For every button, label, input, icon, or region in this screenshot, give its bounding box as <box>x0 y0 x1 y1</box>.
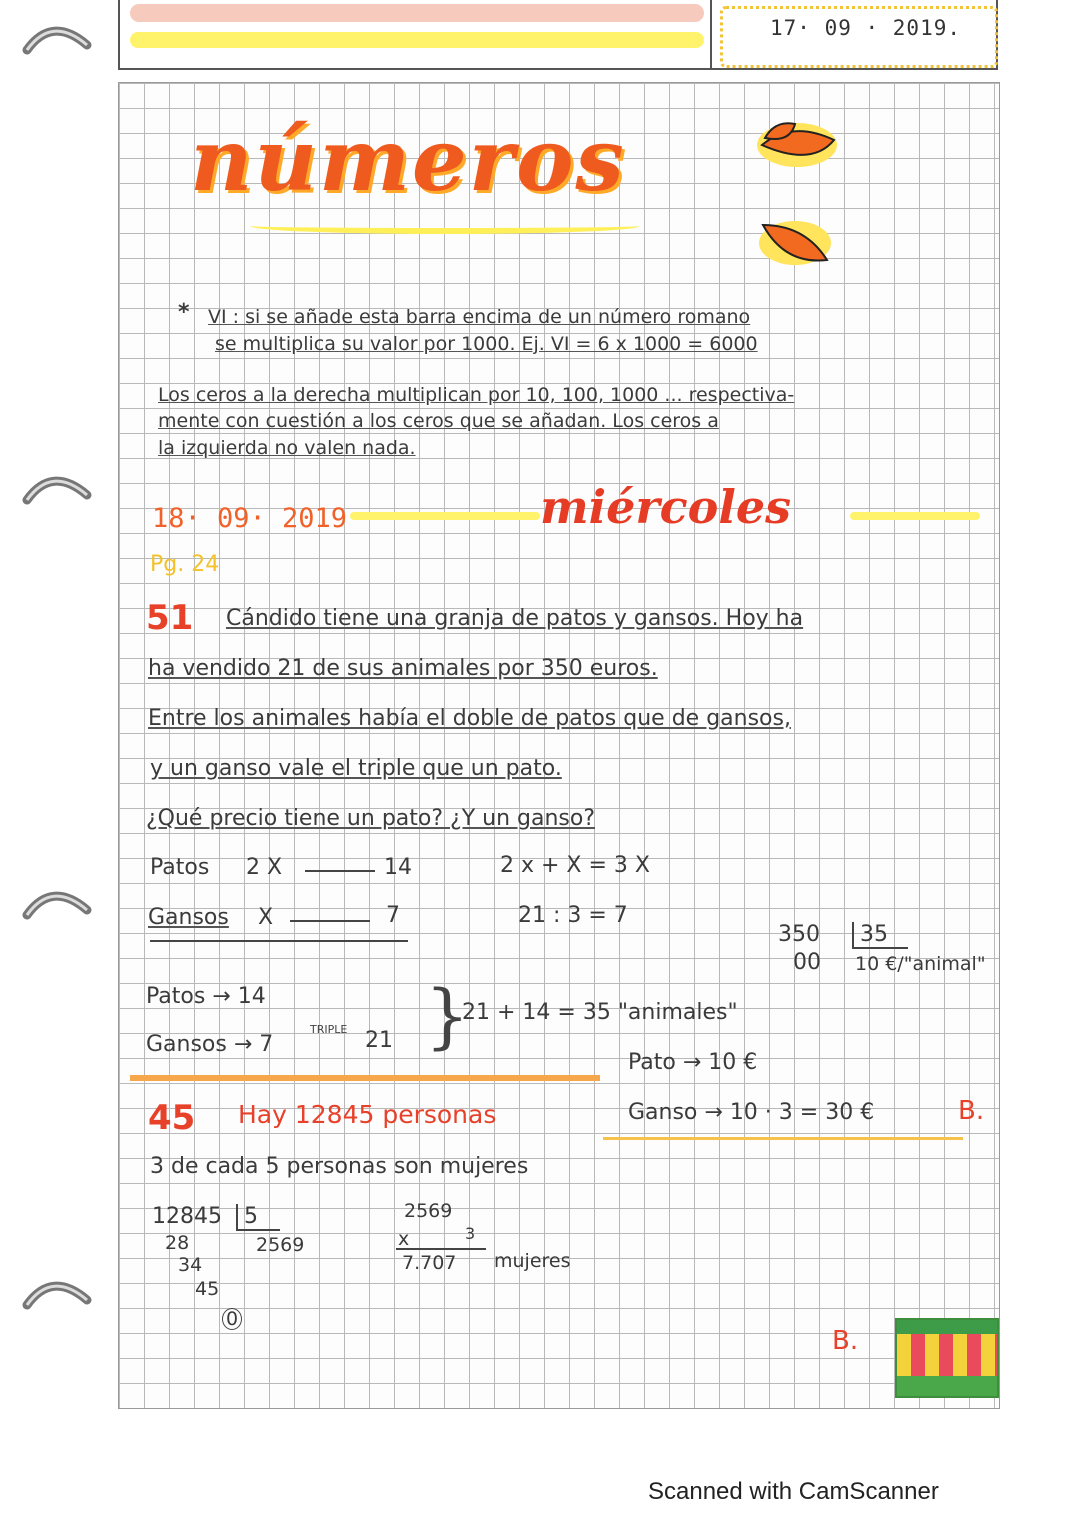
scanner-watermark: Scanned with CamScanner <box>648 1478 939 1505</box>
div-quotient: 2569 <box>256 1234 305 1256</box>
div-result: 10 €/"animal" <box>855 953 986 975</box>
page-title: números <box>190 110 626 211</box>
div-step: 28 <box>165 1232 190 1254</box>
pato-price: Pato → 10 € <box>628 1050 758 1075</box>
equation-1: 2 x + X = 3 X <box>500 853 650 878</box>
ganso-price: Ganso → 10 · 3 = 30 € <box>628 1100 875 1125</box>
header-date: 17· 09 · 2019. <box>770 16 962 40</box>
div-step: 34 <box>178 1254 203 1276</box>
day2-date: 18· 09· 2019 <box>152 503 348 534</box>
gansos-expr: X <box>258 905 274 930</box>
equation-2: 21 : 3 = 7 <box>518 903 628 928</box>
mul-line <box>396 1248 486 1250</box>
mul-factor: 3 <box>465 1224 476 1243</box>
note1-line2: se multiplica su valor por 1000. Ej. VI = 6 x 1000 = 6000 <box>215 333 758 355</box>
patos-val: 14 <box>384 855 412 880</box>
sum-gansos: Gansos → 7 <box>146 1032 274 1057</box>
mul-result: 7.707 <box>402 1252 457 1274</box>
note2-line1: Los ceros a la derecha multiplican por 10, 100, 1000 ... respectiva- <box>158 384 795 406</box>
floral-sticker <box>895 1318 999 1398</box>
note1-line1: VI : si se añade esta barra encima de un número romano <box>208 306 751 328</box>
triple-label: TRIPLE <box>310 1023 348 1036</box>
orange-divider <box>130 1075 600 1081</box>
gansos-label: Gansos <box>148 905 229 930</box>
mul-sign: x <box>398 1228 410 1250</box>
arrow-line <box>305 870 375 872</box>
div-rest: 00 <box>793 950 821 975</box>
mul-label: mujeres <box>494 1250 571 1272</box>
sum-equation: 21 + 14 = 35 "animales" <box>462 1000 738 1025</box>
header-divider <box>710 0 712 70</box>
brace: } <box>425 975 470 1057</box>
binder-ring <box>22 470 92 516</box>
asterisk: * <box>178 300 190 325</box>
problem51-line1: Cándido tiene una granja de patos y gansos. Hoy ha <box>226 606 804 631</box>
problem45-line2: 3 de cada 5 personas son mujeres <box>150 1154 529 1179</box>
gansos-val: 7 <box>386 903 400 928</box>
note2-line2: mente con cuestión a los ceros que se añadan. Los ceros a <box>158 410 719 432</box>
div-divisor: 5 <box>236 1204 280 1231</box>
patos-label: Patos <box>150 855 210 880</box>
arrow-line <box>290 920 370 922</box>
binder-ring <box>22 20 92 66</box>
sum-patos: Patos → 14 <box>146 984 266 1009</box>
grade-mark: B. <box>958 1096 985 1126</box>
div-dividend: 350 <box>778 922 820 947</box>
title-underline <box>250 218 640 234</box>
problem-number: 51 <box>146 598 194 638</box>
patos-expr: 2 X <box>246 855 283 880</box>
problem51-line5: ¿Qué precio tiene un pato? ¿Y un ganso? <box>146 806 595 831</box>
triple-val: 21 <box>365 1028 393 1053</box>
problem51-line2: ha vendido 21 de sus animales por 350 euros. <box>148 656 658 681</box>
div-divisor: 35 <box>852 922 908 949</box>
binder-ring <box>22 885 92 931</box>
page-ref: Pg. 24 <box>150 552 220 577</box>
problem-number: 45 <box>148 1098 196 1138</box>
mul-top: 2569 <box>404 1200 453 1222</box>
problem51-line4: y un ganso vale el triple que un pato. <box>150 756 562 781</box>
problem51-line3: Entre los animales había el doble de patos que de gansos, <box>148 706 791 731</box>
div-step: 45 <box>195 1278 220 1300</box>
weekday: miércoles <box>540 480 791 534</box>
problem45-line1: Hay 12845 personas <box>238 1100 497 1129</box>
pink-highlight <box>130 4 704 22</box>
yellow-divider <box>603 1137 963 1140</box>
div-rest: 0 <box>222 1308 242 1330</box>
yellow-line <box>850 512 980 520</box>
note2-line3: la izquierda no valen nada. <box>158 437 416 459</box>
underline <box>150 940 408 942</box>
binder-ring <box>22 1275 92 1321</box>
grade-mark: B. <box>832 1326 859 1356</box>
div-dividend: 12845 <box>152 1204 222 1229</box>
yellow-highlight <box>130 32 704 48</box>
yellow-line <box>350 512 540 520</box>
